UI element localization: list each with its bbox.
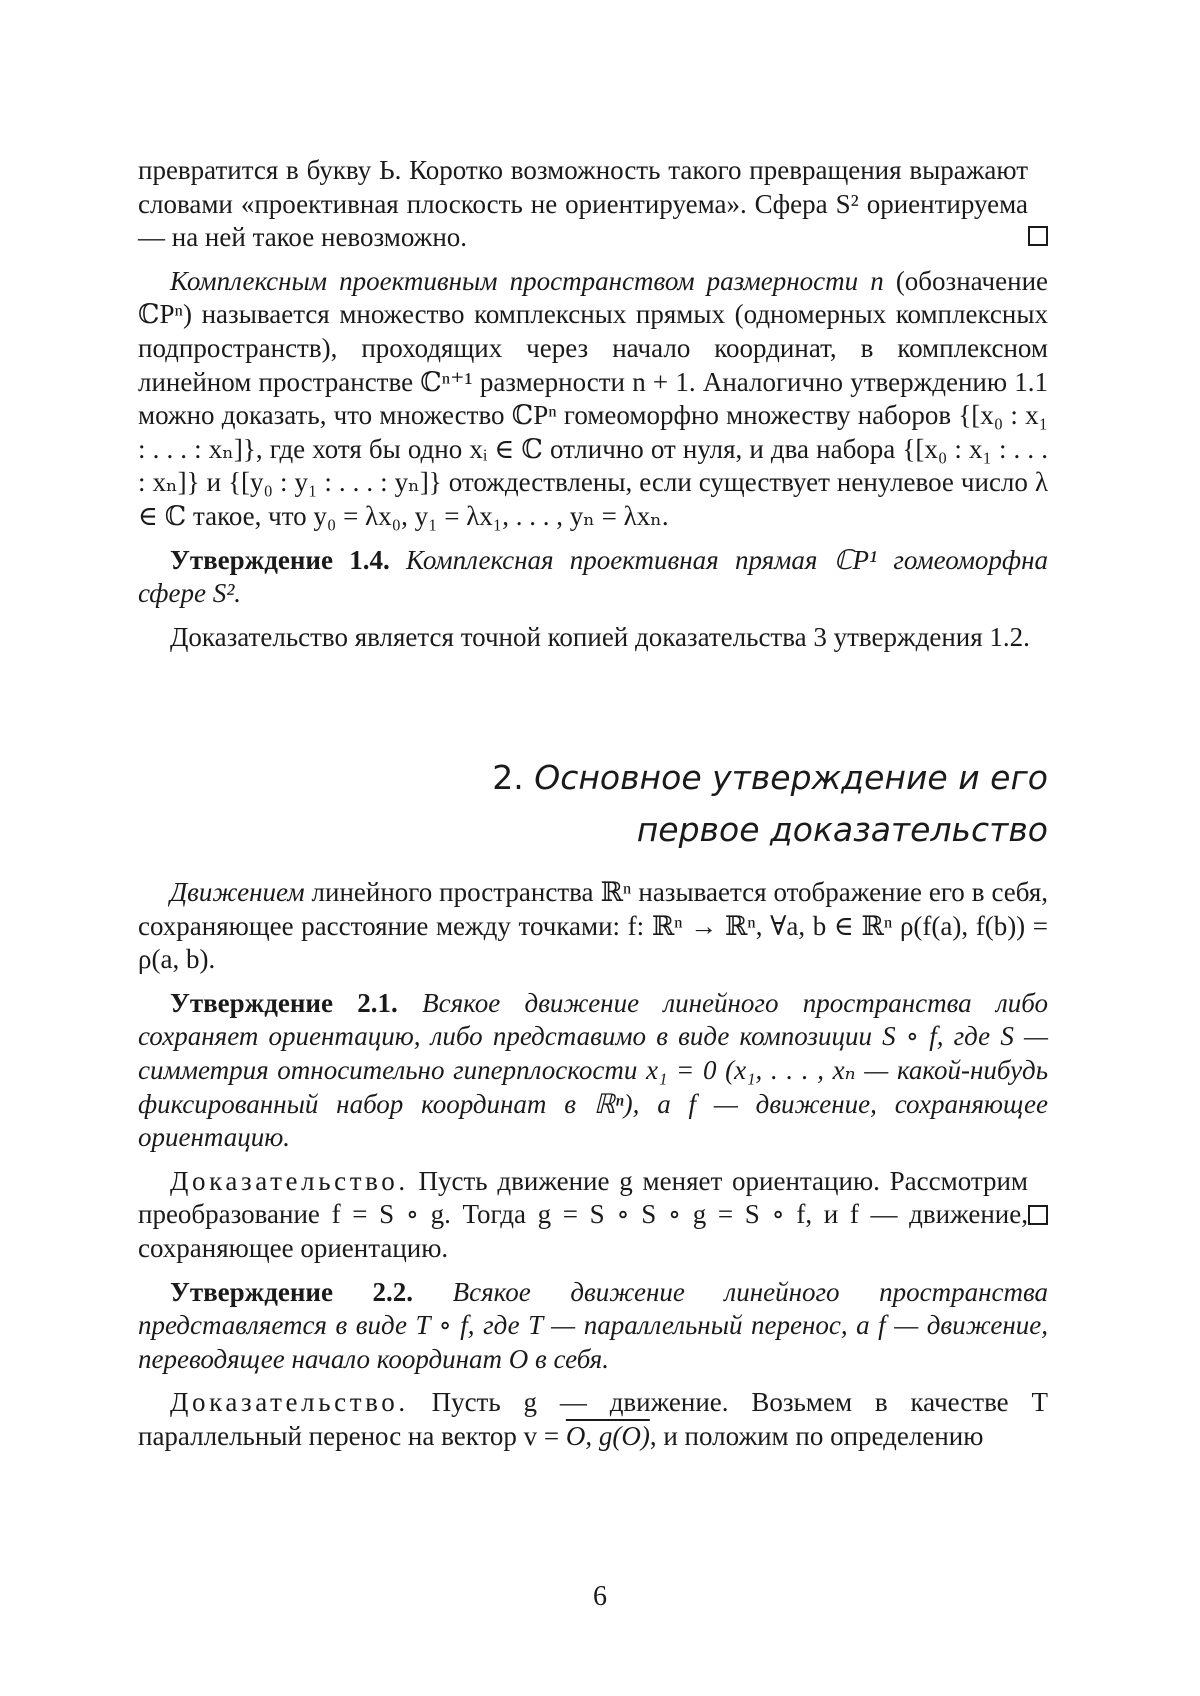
definition-motion: Движением линейного пространства ℝⁿ называется отображение его в себя, сохраняющее расстояние между точками: f: ℝⁿ → ℝⁿ, ∀a, b ∈ ℝⁿ ρ(f(a), f(b)) = ρ(a, b). — [138, 877, 1048, 975]
claim-text: Всякое движение линейного пространства представляется в виде T ∘ f, где T — параллельный перенос, а f — движение, переводящее начало координат O в себя. — [138, 1276, 1048, 1374]
proof-word: Доказательство. — [170, 1387, 409, 1418]
paragraph-complex-projective-space: Комплексным проективным пространством размерности n (обозначение ℂPⁿ) называется множество комплексных прямых (одномерных комплексных подпространств), проходящих через начало координат, в комплексном линейном пространстве ℂⁿ⁺¹ размерности n + 1. Аналогично утверждению 1.1 можно доказать, что множество ℂPⁿ гомеоморфно множеству наборов {[x₀ : x₁ : . . . : xₙ]}, где хотя бы одно xᵢ ∈ ℂ отлично от нуля, и два набора {[x₀ : x₁ : . . . : xₙ]} и {[y₀ : y₁ : . . . : yₙ]} отождествлены, если существует ненулевое число λ ∈ ℂ такое, что y₀ = λx₀, y₁ = λx₁, . . . , yₙ = λxₙ. — [138, 265, 1049, 531]
claim-label: Утверждение 2.2. — [170, 1276, 414, 1307]
paragraph-projective-plane: превратится в букву Ь. Коротко возможность такого превращения выражают словами «проективная плоскость не ориентируема». Сфера S² ориентируема — на ней такое невозможно. — [138, 154, 1048, 255]
section-title-line1: Основное утверждение и его — [534, 758, 1048, 797]
proof-word: Доказательство. — [170, 1165, 409, 1196]
claim-text: Всякое движение линейного пространства либо сохраняет ориентацию, либо представимо в виде композиции S ∘ f, где S — симметрия относительно гиперплоскости x₁ = 0 (x₁, . . . , xₙ — какой-нибудь фиксированный набор координат в ℝⁿ), а f — движение, сохраняющее ориентацию. — [138, 987, 1048, 1153]
claim-label: Утверждение 1.4. — [170, 544, 390, 575]
defined-term: Комплексным проективным пространством размерности n — [170, 265, 884, 296]
lower-text-block — [138, 876, 1048, 1454]
proof-2-1: Доказательство. Пусть движение g меняет ориентацию. Рассмотрим преобразование f = S ∘ g. Тогда g = S ∘ S ∘ g = S ∘ f, и f — движение, сохраняющее ориентацию. — [138, 1165, 1048, 1266]
qed-square-icon — [1028, 1205, 1048, 1225]
section-number: 2. — [492, 758, 524, 797]
page-number: 6 — [593, 1581, 607, 1612]
defined-term: Движением — [170, 877, 305, 907]
upper-text-block — [138, 154, 1048, 654]
vector-arrow-icon: O, g(O) — [565, 1420, 650, 1451]
section-heading — [138, 752, 1048, 856]
section-title-line2: первое доказательство — [636, 810, 1048, 849]
claim-2-2 — [138, 1276, 1048, 1377]
proof-2-2: Доказательство. Пусть g — движение. Возьмем в качестве T параллельный перенос на вектор v = O, g(O), и положим по определению — [138, 1387, 1048, 1451]
qed-square-icon — [1028, 226, 1048, 246]
claim-2-1 — [138, 987, 1048, 1155]
claim-text: Комплексная проективная прямая ℂP¹ гомеоморфна сфере S². — [138, 544, 1048, 609]
claim-label: Утверждение 2.1. — [170, 987, 398, 1018]
paragraph-proof-reference: Доказательство является точной копией доказательства 3 утверждения 1.2. — [170, 621, 1030, 652]
claim-1-4 — [138, 544, 1048, 611]
